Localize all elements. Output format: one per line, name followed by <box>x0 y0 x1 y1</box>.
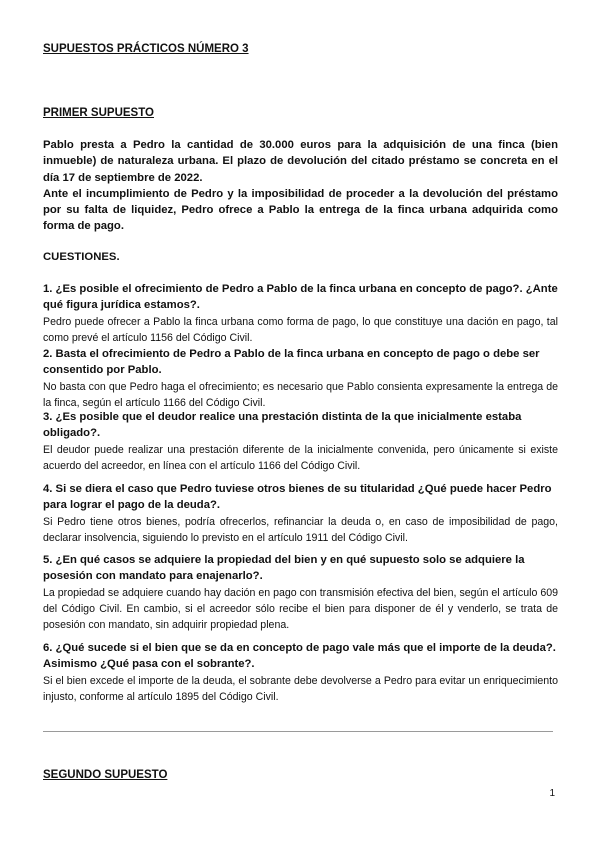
question: 1. ¿Es posible el ofrecimiento de Pedro a Pablo de la finca urbana en concepto de pago?. ¿Ante qué figura jurídica estamos?. <box>43 283 558 312</box>
question: 3. ¿Es posible que el deudor realice una prestación distinta de la que inicialmente estaba obligado?. <box>43 411 522 440</box>
question: 6. ¿Qué sucede si el bien que se da en concepto de pago vale más que el importe de la deuda?. Asimismo ¿Qué pasa con el sobrante?. <box>43 642 556 671</box>
qa-item <box>43 640 558 705</box>
question: 5. ¿En qué casos se adquiere la propiedad del bien y en qué supuesto solo se adquiere la posesión con mandato para enajenarlo?. <box>43 554 525 583</box>
document-title: SUPUESTOS PRÁCTICOS NÚMERO 3 <box>43 43 249 55</box>
answer: Si Pedro tiene otros bienes, podría ofrecerlos, refinanciar la deuda o, en caso de imposibilidad de pago, declarar insolvencia, siguiendo lo previsto en el artículo 1911 del Código Civil. <box>43 515 558 544</box>
case-statement <box>43 137 558 235</box>
question: 2. Basta el ofrecimiento de Pedro a Pablo de la finca urbana en concepto de pago o debe ser consentido por Pablo. <box>43 348 540 377</box>
page-divider <box>43 731 553 732</box>
answer: El deudor puede realizar una prestación diferente de la inicialmente convenida, pero únicamente si existe acuerdo del acreedor, en línea con el artículo 1166 del Código Civil. <box>43 443 558 472</box>
qa-item <box>43 409 558 474</box>
questions-heading: CUESTIONES. <box>43 251 120 263</box>
answer: Si el bien excede el importe de la deuda, el sobrante debe devolverse a Pedro para evitar un enriquecimiento injusto, conforme al artículo 1895 del Código Civil. <box>43 674 558 703</box>
section-title-first-case: PRIMER SUPUESTO <box>43 107 154 119</box>
answer: No basta con que Pedro haga el ofrecimiento; es necesario que Pablo consienta expresamente la entrega de la finca, según el artículo 1166 del Código Civil. <box>43 380 558 409</box>
qa-item <box>43 552 558 633</box>
question: 4. Si se diera el caso que Pedro tuviese otros bienes de su titularidad ¿Qué puede hacer Pedro para lograr el pago de la deuda?. <box>43 483 552 512</box>
qa-item <box>43 281 558 346</box>
section-title-second-case: SEGUNDO SUPUESTO <box>43 769 168 781</box>
page-number: 1 <box>549 788 555 799</box>
answer: Pedro puede ofrecer a Pablo la finca urbana como forma de pago, lo que constituye una dación en pago, tal como prevé el artículo 1156 del Código Civil. <box>43 315 558 344</box>
case-paragraph: Ante el incumplimiento de Pedro y la imposibilidad de proceder a la devolución del préstamo por su falta de liquidez, Pedro ofrece a Pablo la entrega de la finca urbana adquirida como forma de pago. <box>43 187 558 233</box>
answer: La propiedad se adquiere cuando hay dación en pago con transmisión efectiva del bien, según el artículo 609 del Código Civil. En cambio, si el acreedor sólo recibe el bien para disponer de él y venderlo, se trata de posesión con mandato, sin adquirir propiedad plena. <box>43 586 558 632</box>
case-paragraph: Pablo presta a Pedro la cantidad de 30.000 euros para la adquisición de una finca (bien inmueble) de naturaleza urbana. El plazo de devolución del citado préstamo se concreta en el día 17 de septiembre de 2022. <box>43 139 558 184</box>
qa-item <box>43 346 558 411</box>
qa-item <box>43 481 558 546</box>
